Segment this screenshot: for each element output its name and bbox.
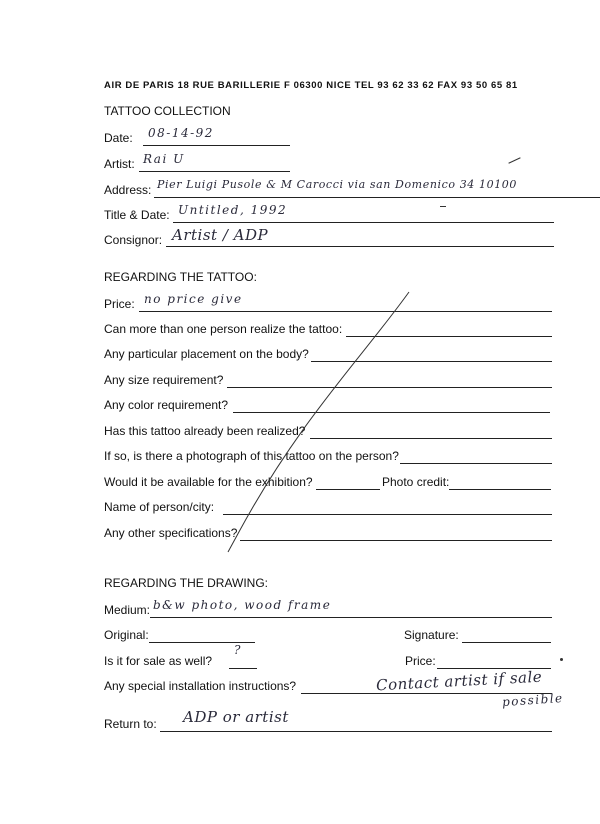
for-sale-label: Is it for sale as well? [104, 654, 213, 668]
color-label: Any color requirement? [104, 398, 229, 412]
date-handwritten: 08-14-92 [148, 126, 214, 140]
title-date-label: Title & Date: [104, 208, 170, 222]
more-than-one-label: Can more than one person realize the tattoo: [104, 322, 343, 336]
price-label: Price: [104, 297, 135, 311]
medium-label: Medium: [104, 603, 151, 617]
size-label: Any size requirement? [104, 373, 224, 387]
pen-dot [560, 658, 563, 661]
consignor-label: Consignor: [104, 233, 163, 247]
installation-handwritten-2: possible [501, 690, 565, 710]
address-handwritten: Pier Luigi Pusole & M Carocci via san Domenico 34 10100 [157, 178, 517, 191]
realized-label: Has this tattoo already been realized? [104, 424, 306, 438]
for-sale-handwritten: ? [234, 643, 242, 657]
installation-handwritten: Contact artist if sale [375, 667, 543, 695]
address-label: Address: [104, 183, 152, 197]
for-sale-field[interactable] [229, 668, 257, 669]
medium-field[interactable] [150, 617, 552, 618]
available-label: Would it be available for the exhibition? [104, 475, 313, 489]
medium-handwritten: b&w photo, wood frame [153, 598, 332, 612]
letterhead: AIR DE PARIS 18 RUE BARILLERIE F 06300 NICE TEL 93 62 33 62 FAX 93 50 65 81 [104, 80, 518, 91]
installation-label: Any special installation instructions? [104, 679, 297, 693]
other-specs-label: Any other specifications? [104, 526, 238, 540]
return-to-field[interactable] [160, 731, 552, 732]
placement-label: Any particular placement on the body? [104, 347, 309, 361]
title-date-handwritten: Untitled, 1992 [178, 203, 288, 217]
original-label: Original: [104, 628, 149, 642]
form-title: TATTOO COLLECTION [104, 104, 231, 118]
price-handwritten: no price give [144, 292, 243, 306]
photo-credit-label: Photo credit: [382, 475, 450, 489]
return-to-handwritten: ADP or artist [183, 708, 289, 726]
artist-label: Artist: [104, 157, 135, 171]
regarding-tattoo-heading: REGARDING THE TATTOO: [104, 270, 257, 284]
signature-field[interactable] [462, 642, 551, 643]
date-label: Date: [104, 131, 133, 145]
regarding-drawing-heading: REGARDING THE DRAWING: [104, 576, 269, 590]
photograph-label: If so, is there a photograph of this tattoo on the person? [104, 449, 399, 463]
name-city-label: Name of person/city: [104, 500, 215, 514]
drawing-price-label: Price: [405, 654, 436, 668]
return-to-label: Return to: [104, 717, 157, 731]
artist-handwritten: Rai U [143, 152, 185, 166]
signature-label: Signature: [404, 628, 459, 642]
consignor-handwritten: Artist / ADP [172, 226, 269, 244]
